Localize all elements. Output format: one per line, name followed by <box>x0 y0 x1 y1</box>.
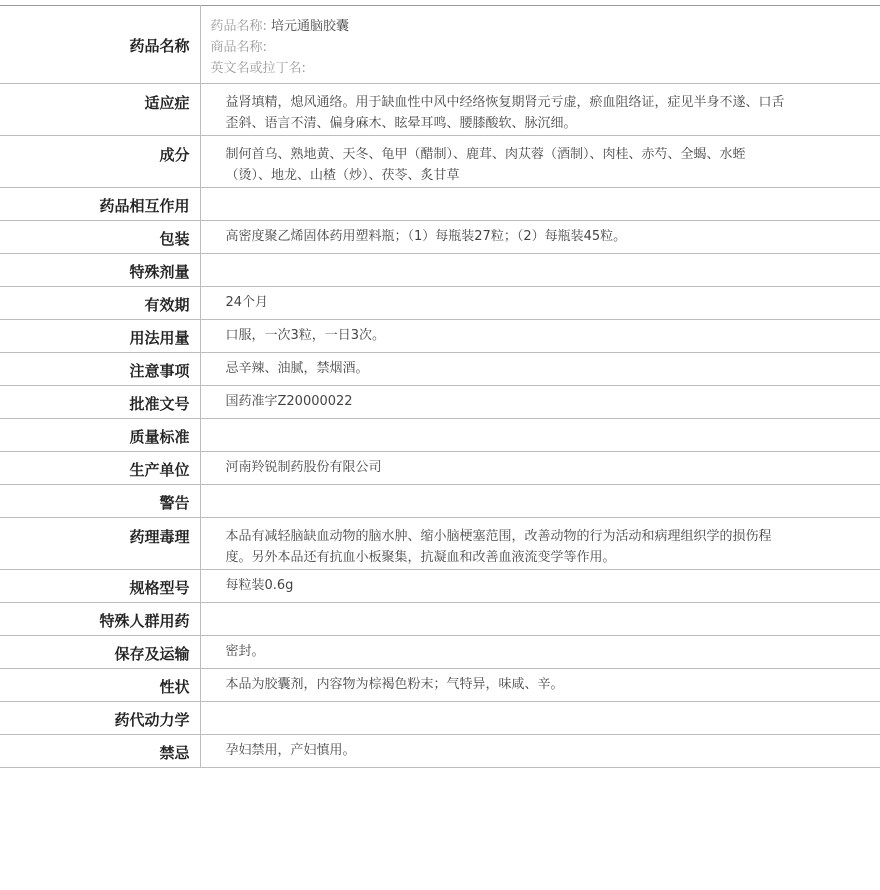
table-row-drug-name <box>0 6 880 84</box>
row-value: 河南羚锐制药股份有限公司 <box>200 452 880 485</box>
drug-name-values <box>200 6 880 84</box>
english-name-line <box>211 58 861 79</box>
row-label: 特殊剂量 <box>0 254 200 287</box>
row-value <box>200 419 880 452</box>
row-label: 有效期 <box>0 287 200 320</box>
row-label: 成分 <box>0 136 200 188</box>
row-value <box>200 485 880 518</box>
trade-name-key: 商品名称: <box>210 40 267 55</box>
row-value: 本品有减轻脑缺血动物的脑水肿、缩小脑梗塞范围，改善动物的行为活动和病理组织学的损伤程度。另外本品还有抗血小板聚集，抗凝血和改善血液流变学等作用。 <box>200 518 880 570</box>
table-row-warning <box>0 485 880 518</box>
table-row-approval-number <box>0 386 880 419</box>
table-row-specification <box>0 570 880 603</box>
row-label: 批准文号 <box>0 386 200 419</box>
generic-name-value: 培元通脑胶囊 <box>271 19 350 34</box>
table-row-manufacturer <box>0 452 880 485</box>
row-label: 警告 <box>0 485 200 518</box>
row-value: 24个月 <box>200 287 880 320</box>
row-label: 用法用量 <box>0 320 200 353</box>
table-row-storage <box>0 636 880 669</box>
table-row-pharmacokinetics <box>0 702 880 735</box>
row-label: 质量标准 <box>0 419 200 452</box>
generic-name-key: 药品名称: <box>210 19 267 34</box>
row-label: 包装 <box>0 221 200 254</box>
table-row-special-dosage <box>0 254 880 287</box>
row-label: 药品名称 <box>0 6 200 84</box>
table-row-indications <box>0 84 880 136</box>
row-value: 益肾填精，熄风通络。用于缺血性中风中经络恢复期肾元亏虚，瘀血阻络证，症见半身不遂、口舌歪斜、语言不清、偏身麻木、眩晕耳鸣、腰膝酸软、脉沉细。 <box>200 84 880 136</box>
row-value: 制何首乌、熟地黄、天冬、龟甲（醋制）、鹿茸、肉苁蓉（酒制）、肉桂、赤芍、全蝎、水蛭（烫）、地龙、山楂（炒）、茯苓、炙甘草 <box>200 136 880 188</box>
row-label: 生产单位 <box>0 452 200 485</box>
row-label: 药代动力学 <box>0 702 200 735</box>
table-row-contraindications <box>0 735 880 768</box>
table-row-precautions <box>0 353 880 386</box>
row-value: 口服，一次3粒，一日3次。 <box>200 320 880 353</box>
table-row-usage-dosage <box>0 320 880 353</box>
table-row-ingredients <box>0 136 880 188</box>
row-value: 本品为胶囊剂，内容物为棕褐色粉末；气特异，味咸、辛。 <box>200 669 880 702</box>
row-label: 保存及运输 <box>0 636 200 669</box>
table-row-pharmacology <box>0 518 880 570</box>
row-value: 国药准字Z20000022 <box>200 386 880 419</box>
trade-name-line <box>211 37 861 58</box>
table-row-special-populations <box>0 603 880 636</box>
drug-info-table <box>0 5 880 768</box>
row-value <box>200 188 880 221</box>
row-value: 高密度聚乙烯固体药用塑料瓶；（1）每瓶装27粒；（2）每瓶装45粒。 <box>200 221 880 254</box>
row-value <box>200 603 880 636</box>
row-label: 药品相互作用 <box>0 188 200 221</box>
row-value: 每粒装0.6g <box>200 570 880 603</box>
row-label: 注意事项 <box>0 353 200 386</box>
row-label: 性状 <box>0 669 200 702</box>
row-label: 特殊人群用药 <box>0 603 200 636</box>
row-value <box>200 702 880 735</box>
row-label: 适应症 <box>0 84 200 136</box>
table-row-shelf-life <box>0 287 880 320</box>
generic-name-line <box>211 16 861 37</box>
table-row-quality-standard <box>0 419 880 452</box>
english-name-key: 英文名或拉丁名: <box>210 61 306 76</box>
row-label: 禁忌 <box>0 735 200 768</box>
table-row-packaging <box>0 221 880 254</box>
row-value <box>200 254 880 287</box>
row-value: 忌辛辣、油腻，禁烟酒。 <box>200 353 880 386</box>
row-value: 密封。 <box>200 636 880 669</box>
table-row-description <box>0 669 880 702</box>
row-label: 药理毒理 <box>0 518 200 570</box>
row-label: 规格型号 <box>0 570 200 603</box>
row-value: 孕妇禁用，产妇慎用。 <box>200 735 880 768</box>
table-row-interactions <box>0 188 880 221</box>
